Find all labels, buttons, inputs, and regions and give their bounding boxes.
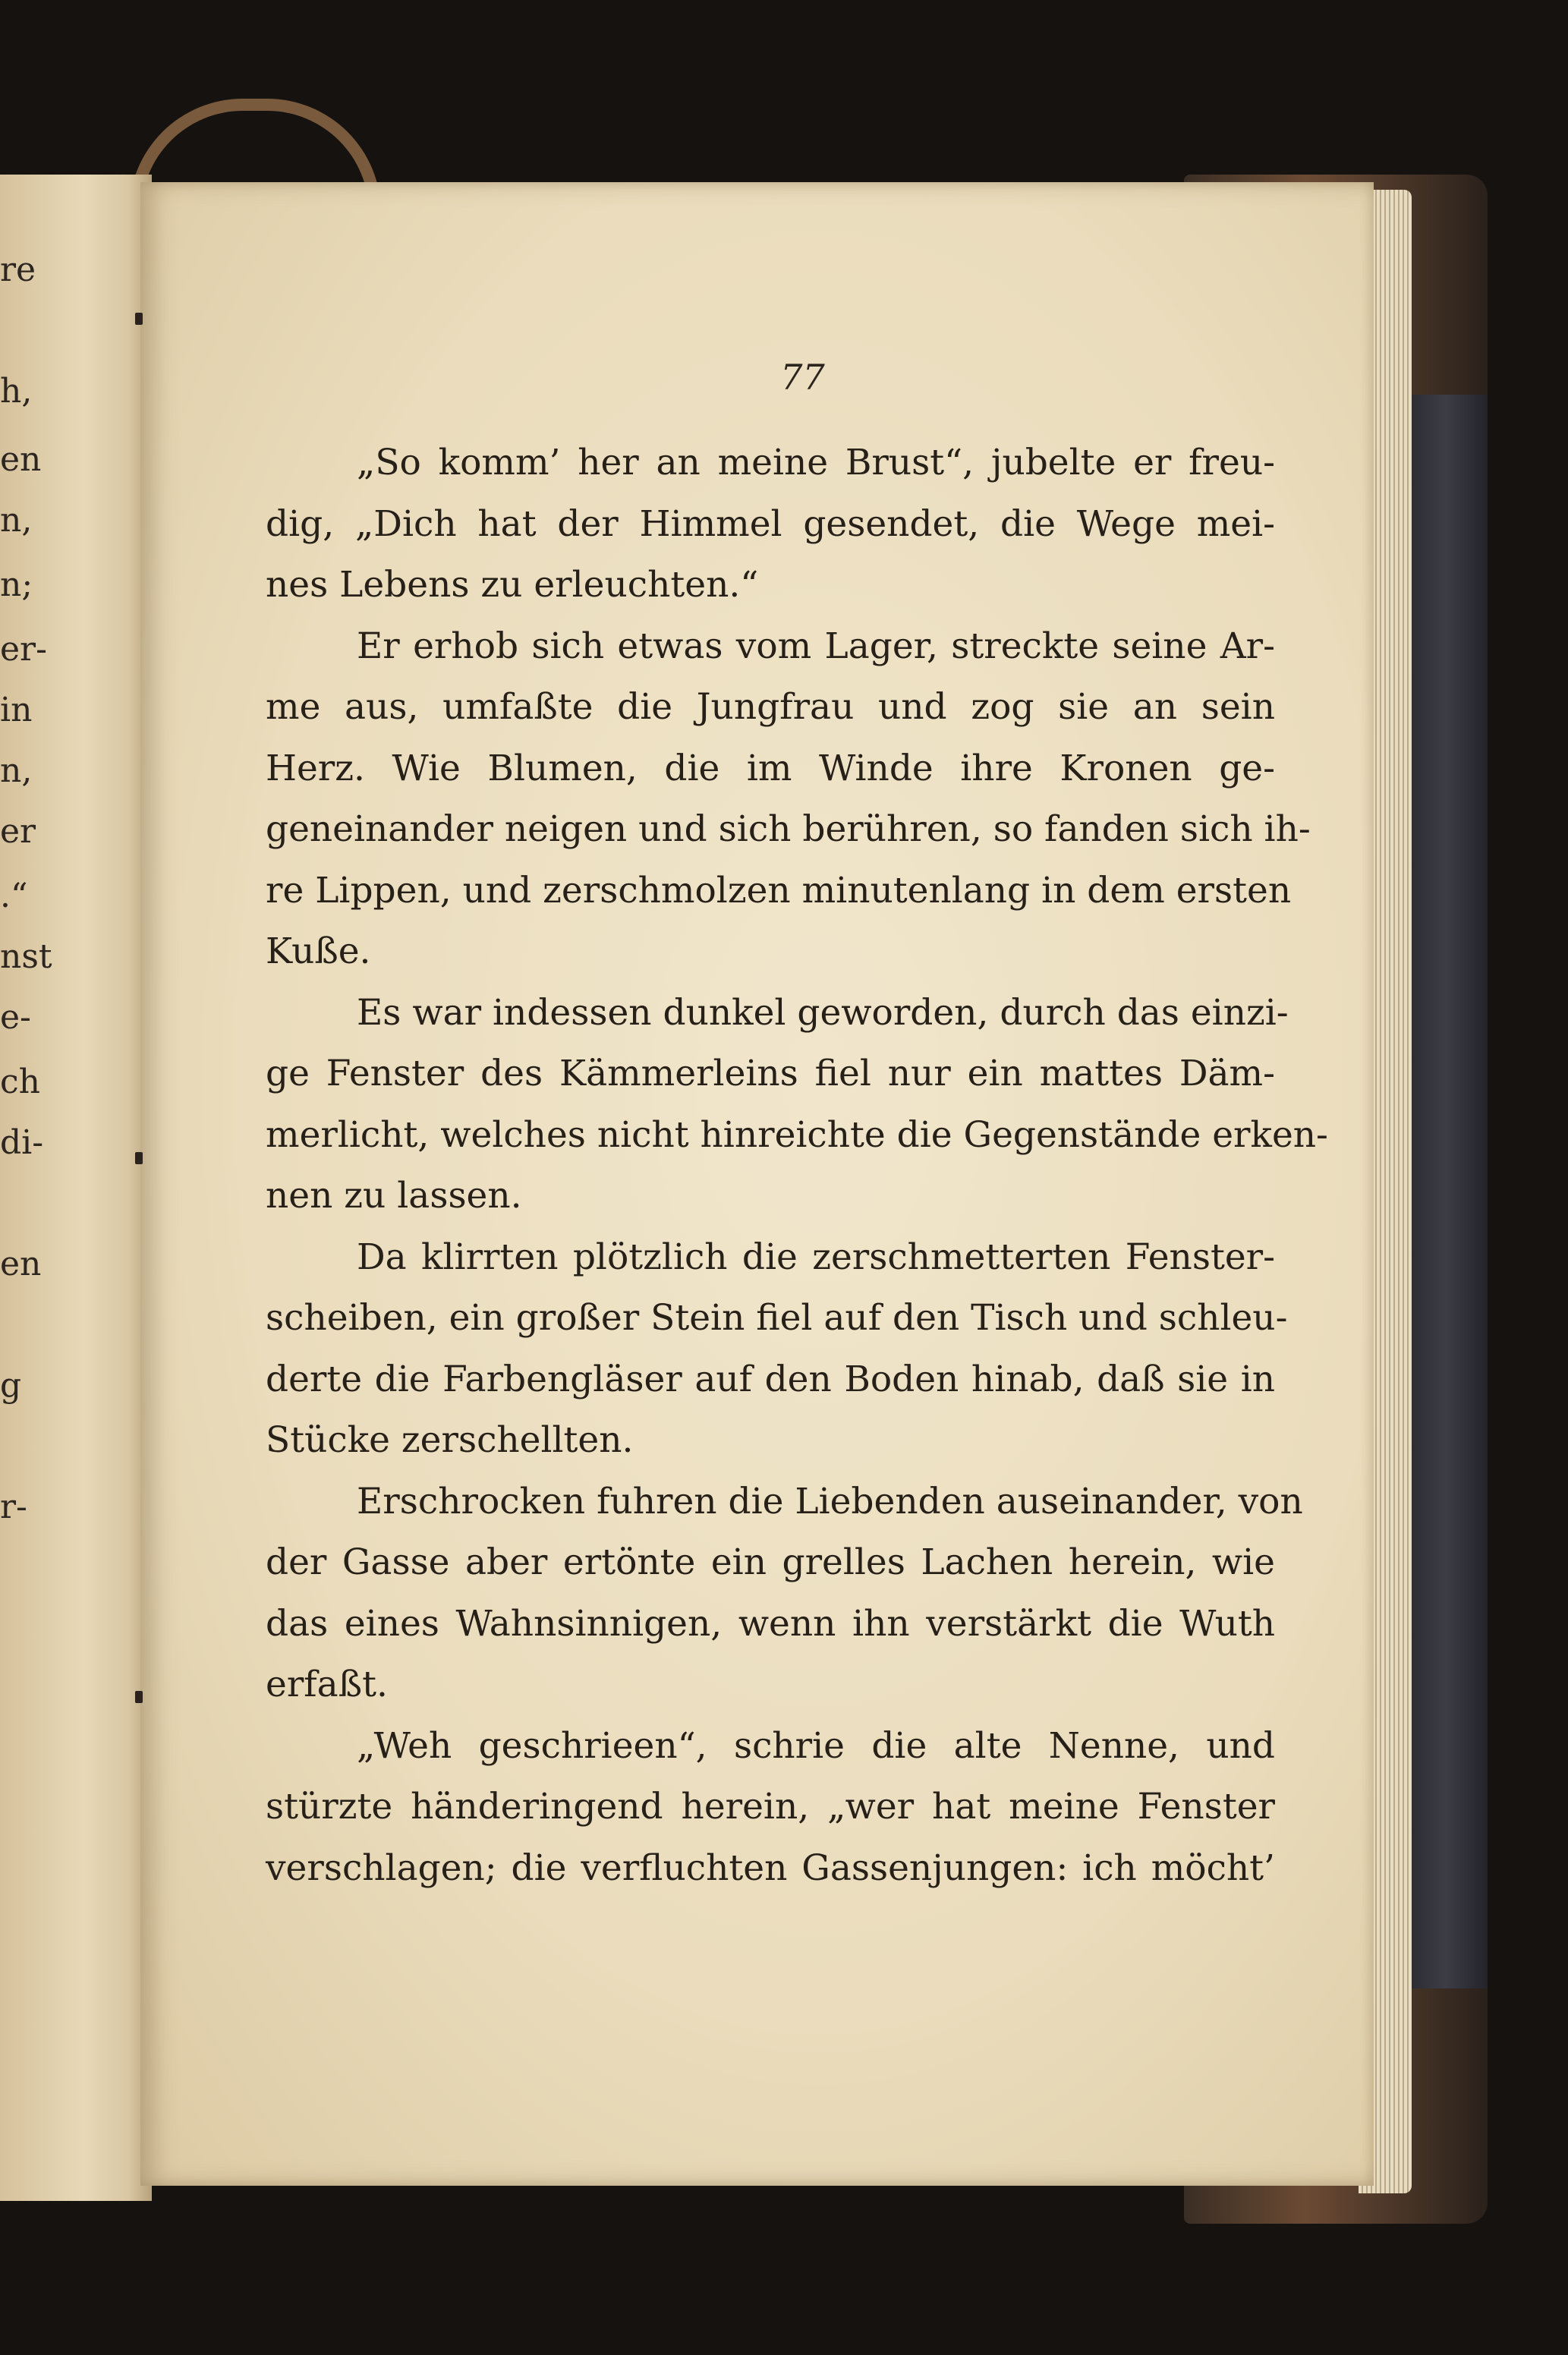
- text-line: Kuße.: [266, 930, 371, 972]
- text-line: erfaßt.: [266, 1664, 388, 1705]
- left-page-fragment: n;: [0, 565, 33, 604]
- left-page-fragment: n,: [0, 501, 33, 540]
- text-line: Er erhob sich etwas vom Lager, streckte seine Ar-: [357, 625, 1275, 667]
- text-line: „So komm’ her an meine Brust“, jubelte er freu-: [357, 442, 1275, 483]
- left-page-fragment: en: [0, 1245, 42, 1283]
- text-line: Stücke zerschellten.: [266, 1419, 634, 1461]
- book-cover-cloth: [1404, 395, 1488, 1988]
- margin-mark: [135, 1691, 143, 1703]
- text-line: geneinander neigen und sich berühren, so fanden sich ih-: [266, 808, 1311, 850]
- text-line: me aus, umfaßte die Jungfrau und zog sie an sein: [266, 686, 1275, 728]
- text-line: nen zu lassen.: [266, 1175, 522, 1217]
- left-page-fragment: re: [0, 250, 36, 289]
- text-line: derte die Farbengläser auf den Boden hinab, daß sie in: [266, 1358, 1275, 1400]
- left-page-fragment: n,: [0, 751, 33, 790]
- page-number: 77: [780, 357, 825, 398]
- text-line: Herz. Wie Blumen, die im Winde ihre Kronen ge-: [266, 747, 1275, 789]
- text-line: verschlagen; die verfluchten Gassenjungen: ich möcht’: [266, 1847, 1275, 1889]
- text-line: der Gasse aber ertönte ein grelles Lachen herein, wie: [266, 1541, 1275, 1583]
- left-page-fragment: nst: [0, 937, 52, 976]
- left-page-fragment: en: [0, 440, 42, 479]
- text-line: Erschrocken fuhren die Liebenden auseinander, von: [357, 1480, 1303, 1522]
- left-page-fragment: r-: [0, 1488, 27, 1526]
- text-line: das eines Wahnsinnigen, wenn ihn verstärkt die Wuth: [266, 1602, 1275, 1645]
- text-line: stürzte händeringend herein, „wer hat meine Fenster: [266, 1786, 1275, 1828]
- left-page-fragment: .“: [0, 877, 28, 915]
- left-page: [0, 175, 152, 2201]
- left-page-fragment: h,: [0, 372, 33, 411]
- left-page-fragment: e-: [0, 998, 31, 1037]
- book-page: [140, 182, 1374, 2186]
- text-line: nes Lebens zu erleuchten.“: [266, 564, 759, 606]
- text-line: merlicht, welches nicht hinreichte die Gegenstände erken-: [266, 1113, 1328, 1156]
- page-text: [266, 433, 1328, 1899]
- text-line: ge Fenster des Kämmerleins fiel nur ein mattes Däm-: [266, 1053, 1275, 1094]
- left-page-fragment: di-: [0, 1123, 44, 1162]
- text-line: Da klirrten plötzlich die zerschmetterten Fenster-: [357, 1236, 1275, 1278]
- text-line: Es war indessen dunkel geworden, durch das einzi-: [357, 991, 1289, 1034]
- text-line: „Weh geschrieen“, schrie die alte Nenne, und: [357, 1724, 1275, 1767]
- left-page-fragment: er-: [0, 630, 47, 669]
- margin-mark: [135, 313, 143, 325]
- left-page-fragment: g: [0, 1366, 22, 1405]
- left-page-fragment: er: [0, 812, 36, 851]
- margin-mark: [135, 1152, 143, 1164]
- text-line: scheiben, ein großer Stein fiel auf den Tisch und schleu-: [266, 1297, 1288, 1339]
- text-line: re Lippen, und zerschmolzen minutenlang in dem ersten: [266, 869, 1292, 911]
- left-page-fragment: in: [0, 691, 33, 729]
- left-page-fragment: ch: [0, 1063, 40, 1101]
- text-line: dig, „Dich hat der Himmel gesendet, die Wege mei-: [266, 502, 1275, 545]
